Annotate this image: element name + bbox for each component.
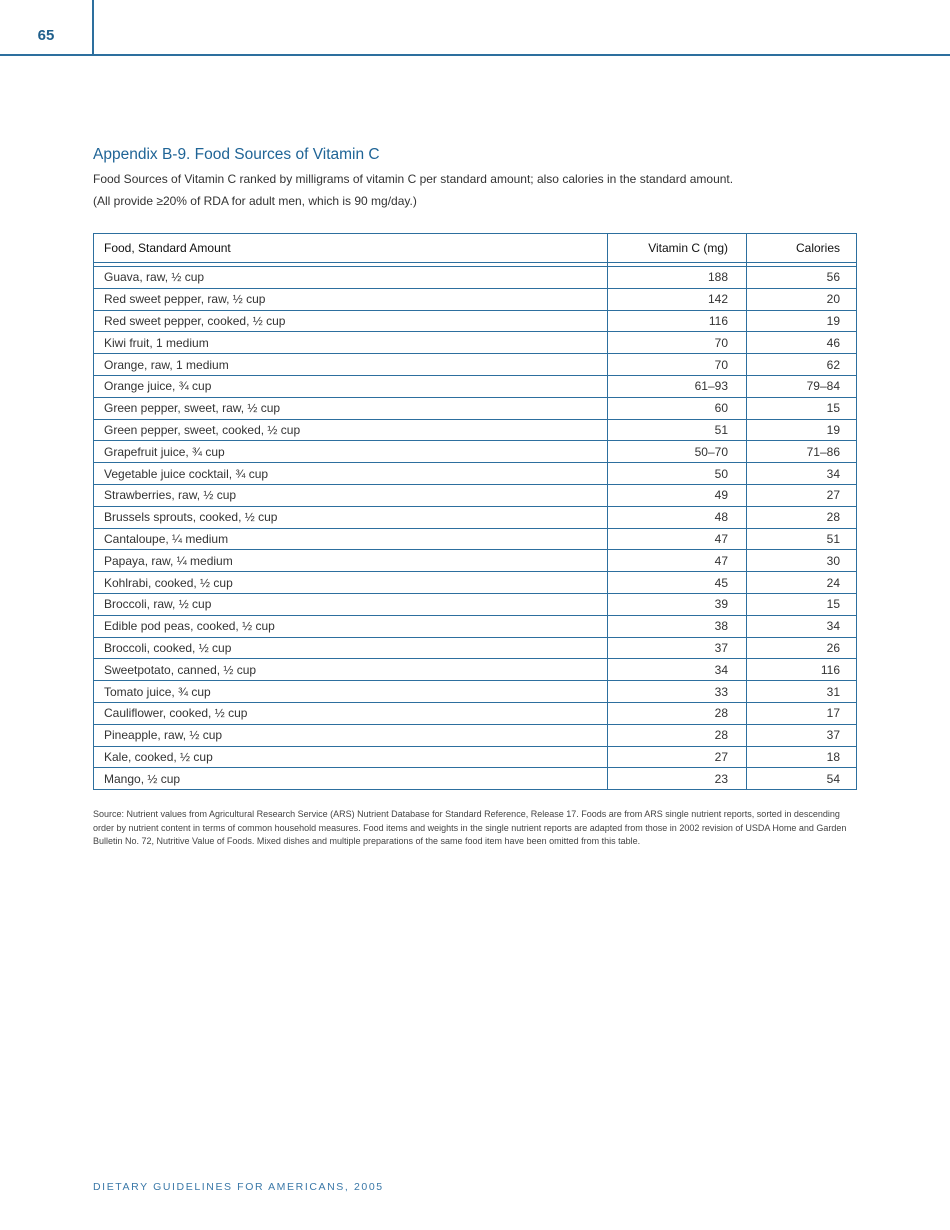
food-cell: Kale, cooked, ½ cup (94, 746, 608, 768)
food-cell: Kohlrabi, cooked, ½ cup (94, 572, 608, 594)
food-cell: Red sweet pepper, cooked, ½ cup (94, 310, 608, 332)
food-cell: Edible pod peas, cooked, ½ cup (94, 615, 608, 637)
food-cell: Mango, ½ cup (94, 768, 608, 790)
calories-cell: 46 (747, 332, 857, 354)
table-row (94, 746, 857, 768)
calories-cell: 28 (747, 506, 857, 528)
vitamin-c-cell: 47 (608, 550, 747, 572)
calories-cell: 56 (747, 267, 857, 289)
table-row (94, 615, 857, 637)
table-body (94, 267, 857, 790)
vitamin-c-cell: 70 (608, 354, 747, 376)
subtitle-rda-note: (All provide ≥20% of RDA for adult men, which is 90 mg/day.) (93, 194, 417, 208)
table-row (94, 768, 857, 790)
table-row (94, 724, 857, 746)
calories-cell: 54 (747, 768, 857, 790)
table-row (94, 702, 857, 724)
source-note: Source: Nutrient values from Agricultural Research Service (ARS) Nutrient Database for Standard Reference, Release 17. Foods are from ARS single nutrient reports, sorted in descending order by nutrient content in terms of common household measures. Food items and weights in the single nutrient reports are adapted from those in 2002 revision of USDA Home and Garden Bulletin No. 72, Nutritive Value of Foods. Mixed dishes and multiple preparations of the same food item have been omitted from this table. (93, 809, 847, 846)
table-row (94, 659, 857, 681)
calories-cell: 17 (747, 702, 857, 724)
calories-cell: 37 (747, 724, 857, 746)
table-row (94, 528, 857, 550)
food-cell: Green pepper, sweet, cooked, ½ cup (94, 419, 608, 441)
food-cell: Brussels sprouts, cooked, ½ cup (94, 506, 608, 528)
vitamin-c-cell: 188 (608, 267, 747, 289)
calories-cell: 18 (747, 746, 857, 768)
vitamin-c-cell: 60 (608, 397, 747, 419)
food-cell: Red sweet pepper, raw, ½ cup (94, 288, 608, 310)
table-row (94, 332, 857, 354)
column-header-food: Food, Standard Amount (94, 234, 608, 263)
calories-cell: 19 (747, 310, 857, 332)
table-row (94, 463, 857, 485)
food-cell: Vegetable juice cocktail, ¾ cup (94, 463, 608, 485)
calories-cell: 34 (747, 463, 857, 485)
vitamin-c-cell: 50 (608, 463, 747, 485)
vitamin-c-cell: 61–93 (608, 375, 747, 397)
food-cell: Strawberries, raw, ½ cup (94, 484, 608, 506)
footer-publication-title: DIETARY GUIDELINES FOR AMERICANS, 2005 (93, 1181, 384, 1193)
calories-cell: 20 (747, 288, 857, 310)
calories-cell: 34 (747, 615, 857, 637)
calories-cell: 79–84 (747, 375, 857, 397)
food-cell: Kiwi fruit, 1 medium (94, 332, 608, 354)
table-row (94, 375, 857, 397)
food-cell: Broccoli, cooked, ½ cup (94, 637, 608, 659)
calories-cell: 30 (747, 550, 857, 572)
table-row (94, 354, 857, 376)
vitamin-c-cell: 23 (608, 768, 747, 790)
column-header-vitamin-c: Vitamin C (mg) (608, 234, 747, 263)
page-number: 65 (37, 27, 55, 44)
vitamin-c-cell: 142 (608, 288, 747, 310)
food-cell: Guava, raw, ½ cup (94, 267, 608, 289)
header-horizontal-rule (0, 54, 950, 56)
vitamin-c-cell: 28 (608, 702, 747, 724)
vitamin-c-cell: 38 (608, 615, 747, 637)
calories-cell: 71–86 (747, 441, 857, 463)
vitamin-c-table (93, 233, 857, 790)
food-cell: Orange juice, ¾ cup (94, 375, 608, 397)
calories-cell: 31 (747, 681, 857, 703)
calories-cell: 15 (747, 397, 857, 419)
vitamin-c-cell: 34 (608, 659, 747, 681)
column-header-calories: Calories (747, 234, 857, 263)
vitamin-c-cell: 116 (608, 310, 747, 332)
vitamin-c-cell: 28 (608, 724, 747, 746)
vitamin-c-cell: 39 (608, 593, 747, 615)
table-row (94, 419, 857, 441)
header-vertical-rule (92, 0, 94, 55)
table-row (94, 288, 857, 310)
vitamin-c-cell: 51 (608, 419, 747, 441)
calories-cell: 15 (747, 593, 857, 615)
table-row (94, 506, 857, 528)
food-cell: Green pepper, sweet, raw, ½ cup (94, 397, 608, 419)
table-row (94, 441, 857, 463)
calories-cell: 24 (747, 572, 857, 594)
calories-cell: 19 (747, 419, 857, 441)
table-row (94, 310, 857, 332)
calories-cell: 62 (747, 354, 857, 376)
food-cell: Broccoli, raw, ½ cup (94, 593, 608, 615)
vitamin-c-cell: 45 (608, 572, 747, 594)
food-cell: Cantaloupe, ¼ medium (94, 528, 608, 550)
table-row (94, 572, 857, 594)
calories-cell: 51 (747, 528, 857, 550)
food-cell: Orange, raw, 1 medium (94, 354, 608, 376)
calories-cell: 116 (747, 659, 857, 681)
table-header-row (94, 234, 857, 263)
table-row (94, 550, 857, 572)
vitamin-c-cell: 49 (608, 484, 747, 506)
page-title: Appendix B-9. Food Sources of Vitamin C (93, 146, 380, 163)
calories-cell: 26 (747, 637, 857, 659)
table-row (94, 681, 857, 703)
vitamin-c-cell: 70 (608, 332, 747, 354)
food-cell: Grapefruit juice, ¾ cup (94, 441, 608, 463)
food-cell: Tomato juice, ¾ cup (94, 681, 608, 703)
table-row (94, 267, 857, 289)
table-row (94, 637, 857, 659)
food-cell: Sweetpotato, canned, ½ cup (94, 659, 608, 681)
vitamin-c-cell: 48 (608, 506, 747, 528)
table-row (94, 397, 857, 419)
vitamin-c-cell: 33 (608, 681, 747, 703)
vitamin-c-cell: 50–70 (608, 441, 747, 463)
food-cell: Cauliflower, cooked, ½ cup (94, 702, 608, 724)
table-row (94, 593, 857, 615)
food-cell: Pineapple, raw, ½ cup (94, 724, 608, 746)
calories-cell: 27 (747, 484, 857, 506)
vitamin-c-cell: 47 (608, 528, 747, 550)
vitamin-c-cell: 37 (608, 637, 747, 659)
food-cell: Papaya, raw, ¼ medium (94, 550, 608, 572)
table-row (94, 484, 857, 506)
subtitle-description: Food Sources of Vitamin C ranked by milligrams of vitamin C per standard amount; also calories in the standard amount. (93, 172, 734, 186)
vitamin-c-cell: 27 (608, 746, 747, 768)
